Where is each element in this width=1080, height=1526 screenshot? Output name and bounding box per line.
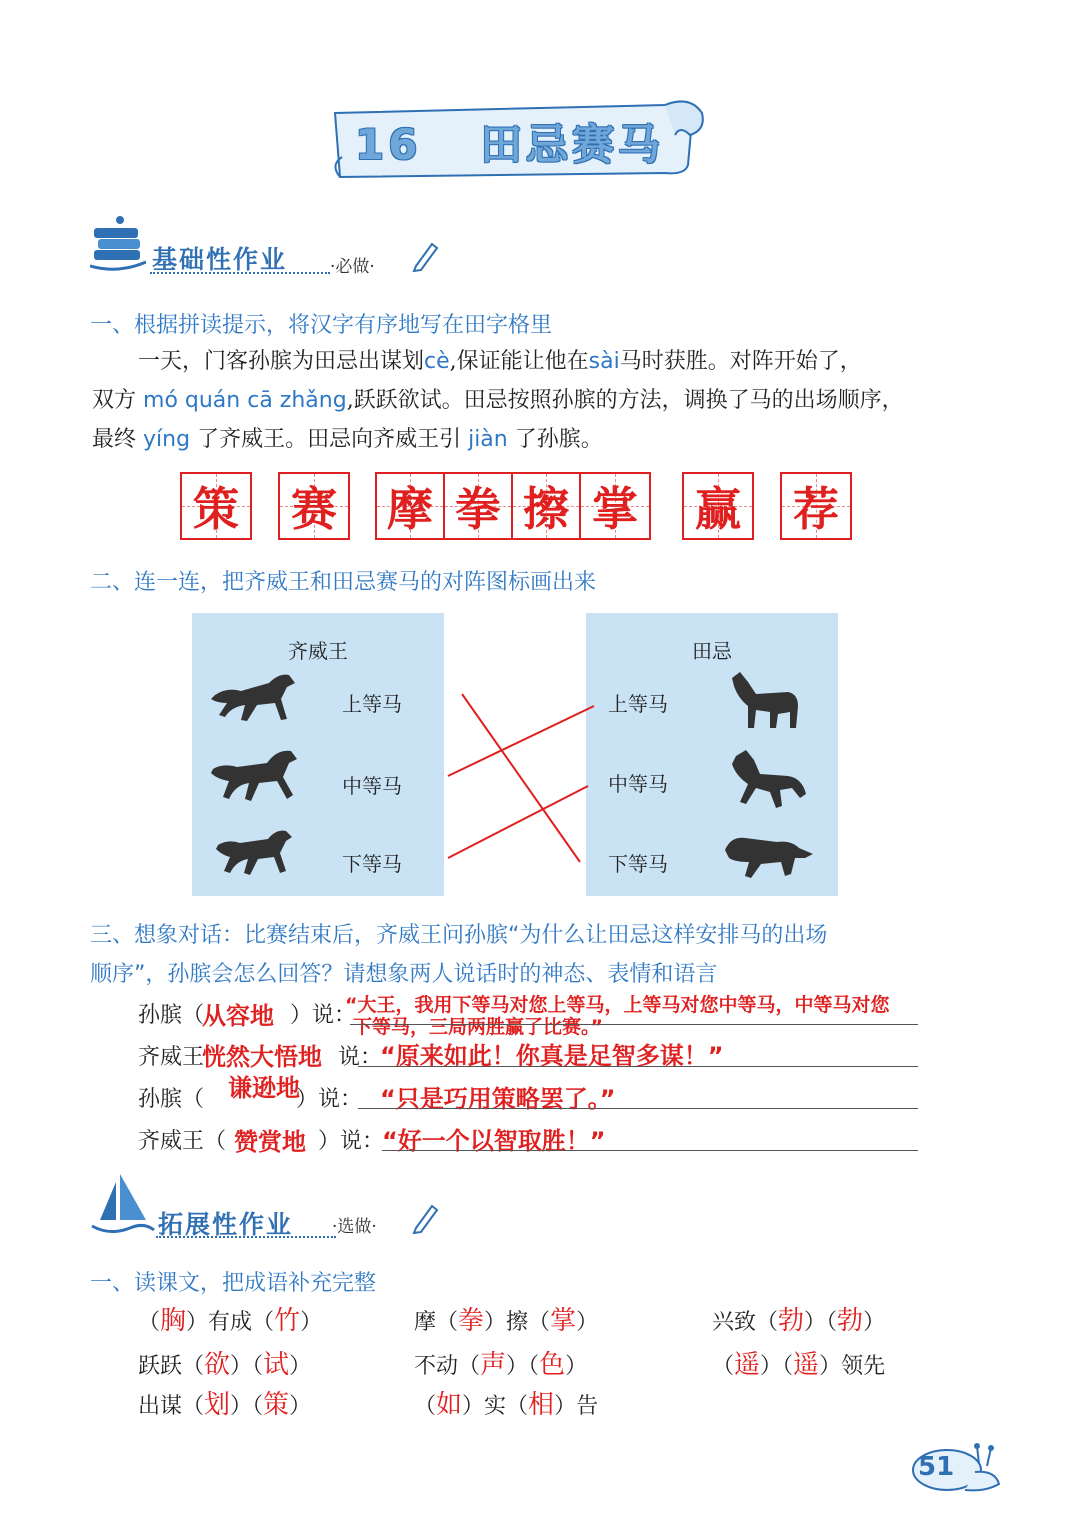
horse-grade-label: 上等马 bbox=[608, 692, 668, 716]
dialogue-speech-answer[interactable]: “只是巧用策略罢了。” bbox=[380, 1085, 616, 1113]
idiom-answer[interactable]: 胸 bbox=[160, 1306, 187, 1336]
dialogue-manner-answer[interactable]: 恍然大悟地 bbox=[202, 1043, 322, 1071]
dialogue-speech-answer[interactable]: “好一个以智取胜！” bbox=[382, 1127, 606, 1155]
dialogue-said: ）说： bbox=[296, 1087, 363, 1112]
idiom-answer[interactable]: 相 bbox=[528, 1390, 555, 1420]
lesson-number: 16 bbox=[355, 120, 422, 169]
answer-underline bbox=[358, 1108, 918, 1109]
extended-heading: 拓展性作业 bbox=[158, 1210, 294, 1239]
horse-icon bbox=[214, 825, 294, 877]
answer-cell[interactable]: 摩 bbox=[377, 474, 445, 538]
dialogue-manner-answer[interactable]: 谦逊地 bbox=[228, 1074, 300, 1102]
horse-grade-label: 中等马 bbox=[608, 772, 668, 796]
horse-grade-label: 中等马 bbox=[342, 774, 402, 798]
dialogue-speech-answer-cont[interactable]: 下等马，三局两胜赢了比赛。” bbox=[353, 1016, 603, 1038]
idiom-item: 出谋（划）（策） bbox=[138, 1390, 312, 1420]
idiom-answer[interactable]: 色 bbox=[539, 1350, 566, 1380]
horse-grade-label: 下等马 bbox=[342, 852, 402, 876]
answer-cell[interactable]: 拳 bbox=[445, 474, 513, 538]
dialogue-said: ）说： bbox=[290, 1003, 357, 1028]
answer-cell[interactable]: 荐 bbox=[782, 474, 850, 538]
answer-cell[interactable]: 赢 bbox=[684, 474, 752, 538]
q3-title-line1: 三、想象对话：比赛结束后，齐威王问孙膑“为什么让田忌这样安排马的出场 bbox=[90, 923, 828, 948]
matching-lines bbox=[440, 670, 600, 870]
dialogue-said: 说： bbox=[338, 1045, 383, 1070]
answer-grid-jian bbox=[780, 472, 852, 540]
idiom-answer[interactable]: 策 bbox=[263, 1390, 290, 1420]
idiom-item: （如）实（相）告 bbox=[414, 1390, 599, 1420]
dialogue-speech-answer[interactable]: “大王，我用下等马对您上等马，上等马对您中等马，中等马对您 bbox=[345, 994, 890, 1016]
idiom-answer[interactable]: 如 bbox=[436, 1390, 463, 1420]
idiom-answer[interactable]: 掌 bbox=[550, 1306, 577, 1336]
panel-tianji bbox=[586, 613, 838, 896]
panel-title: 田忌 bbox=[692, 639, 732, 663]
q1-paragraph-line3: 最终 yíng 了齐威王。田忌向齐威王引 jiàn 了孙膑。 bbox=[92, 427, 603, 452]
lesson-name: 田忌赛马 bbox=[480, 120, 665, 169]
answer-cell[interactable]: 擦 bbox=[513, 474, 581, 538]
idiom-answer[interactable]: 遥 bbox=[734, 1350, 761, 1380]
horse-icon bbox=[721, 828, 816, 883]
panel-title: 齐威王 bbox=[288, 639, 348, 663]
idiom-item: 摩（拳）擦（掌） bbox=[414, 1306, 599, 1336]
idiom-answer[interactable]: 勃 bbox=[837, 1306, 864, 1336]
dialogue-speech-answer[interactable]: “原来如此！你真是足智多谋！” bbox=[380, 1042, 724, 1070]
pencil-icon bbox=[410, 1202, 440, 1234]
answer-grid-moquancazhang bbox=[375, 472, 651, 540]
q1-title: 一、根据拼读提示，将汉字有序地写在田字格里 bbox=[90, 313, 553, 338]
answer-underline bbox=[382, 1150, 918, 1151]
idiom-answer[interactable]: 试 bbox=[263, 1350, 290, 1380]
q1-paragraph-line2: 双方 mó quán cā zhǎng,跃跃欲试。田忌按照孙膑的方法，调换了马的出场顺序， bbox=[92, 388, 904, 413]
q2-title: 二、连一连，把齐威王和田忌赛马的对阵图标画出来 bbox=[90, 570, 597, 595]
answer-underline bbox=[350, 1024, 918, 1025]
dialogue-speaker: 孙膑（ bbox=[138, 1087, 205, 1112]
horse-grade-label: 下等马 bbox=[608, 852, 668, 876]
idiom-answer[interactable]: 勃 bbox=[778, 1306, 805, 1336]
book-stack-icon bbox=[90, 212, 146, 274]
q3-title-line2: 顺序”，孙膑会怎么回答？请想象两人说话时的神态、表情和语言 bbox=[90, 962, 718, 987]
idiom-item: （胸）有成（竹） bbox=[138, 1306, 323, 1336]
dialogue-manner-answer[interactable]: 赞赏地 bbox=[234, 1128, 306, 1156]
answer-grid-ce bbox=[180, 472, 252, 540]
dialogue-manner-answer[interactable]: 从容地 bbox=[202, 1002, 274, 1030]
dialogue-speaker: 孙膑（ bbox=[138, 1003, 205, 1028]
answer-grid-ying bbox=[682, 472, 754, 540]
idiom-item: 跃跃（欲）（试） bbox=[138, 1350, 312, 1380]
horse-icon bbox=[726, 748, 811, 813]
pencil-icon bbox=[410, 240, 440, 272]
lesson-title bbox=[355, 112, 675, 172]
sailboat-icon bbox=[90, 1168, 156, 1238]
q4-title: 一、读课文，把成语补充完整 bbox=[90, 1271, 377, 1296]
answer-cell[interactable]: 策 bbox=[182, 474, 250, 538]
basic-heading: 基础性作业 bbox=[152, 245, 288, 274]
idiom-answer[interactable]: 声 bbox=[480, 1350, 507, 1380]
dialogue-said: ）说： bbox=[318, 1129, 385, 1154]
heading-underline bbox=[150, 272, 330, 274]
idiom-answer[interactable]: 拳 bbox=[458, 1306, 485, 1336]
horse-icon bbox=[207, 743, 299, 805]
idiom-answer[interactable]: 竹 bbox=[274, 1306, 301, 1336]
basic-tag: ·必做· bbox=[330, 257, 375, 277]
idiom-answer[interactable]: 划 bbox=[204, 1390, 231, 1420]
horse-grade-label: 上等马 bbox=[342, 692, 402, 716]
idiom-item: （遥）（遥）领先 bbox=[712, 1350, 886, 1380]
horse-icon bbox=[207, 665, 299, 725]
idiom-item: 兴致（勃）（勃） bbox=[712, 1306, 886, 1336]
dialogue-speaker: 齐威王 bbox=[138, 1045, 205, 1070]
answer-grid-sai bbox=[278, 472, 350, 540]
answer-cell[interactable]: 掌 bbox=[581, 474, 649, 538]
answer-cell[interactable]: 赛 bbox=[280, 474, 348, 538]
horse-icon bbox=[726, 668, 806, 733]
extended-tag: ·选做· bbox=[332, 1217, 377, 1237]
idiom-answer[interactable]: 欲 bbox=[204, 1350, 231, 1380]
answer-underline bbox=[358, 1066, 918, 1067]
dialogue-speaker: 齐威王（ bbox=[138, 1129, 227, 1154]
idiom-answer[interactable]: 遥 bbox=[793, 1350, 820, 1380]
q1-paragraph-line1: 一天，门客孙膑为田忌出谋划cè,保证能让他在sài马时获胜。对阵开始了， bbox=[138, 349, 862, 374]
panel-qiweiwang bbox=[192, 613, 444, 896]
idiom-item: 不动（声）（色） bbox=[414, 1350, 588, 1380]
page-number: 51 bbox=[918, 1452, 955, 1482]
heading-underline bbox=[156, 1236, 336, 1238]
